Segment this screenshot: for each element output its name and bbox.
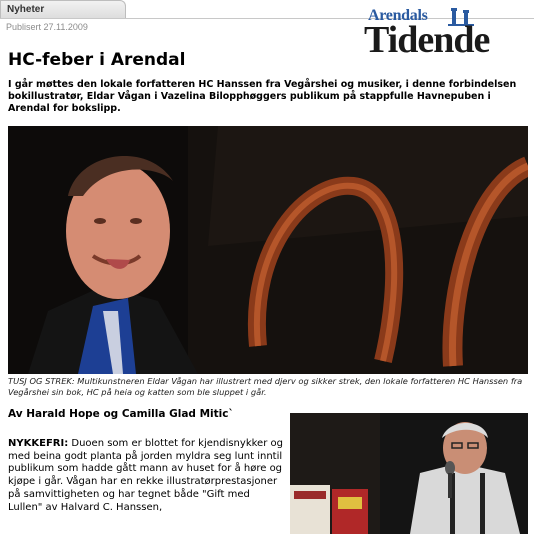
- published-date: Publisert 27.11.2009: [6, 22, 88, 32]
- side-photo-illustration: [290, 413, 528, 534]
- article-lead: I går møttes den lokale forfatteren HC Hanssen fra Vegårshei og musiker, i denne forbindelsen bokillustratør, Eldar Vågan i Vazelina Bilopphøggers publikum på stappfulle Havnepuben i Arendal for bokslipp.: [8, 79, 517, 114]
- article-body: [8, 438, 284, 514]
- newspaper-logo[interactable]: [364, 6, 534, 62]
- body-kicker: NYKKEFRI:: [8, 438, 69, 449]
- logo-top-text: Arendals: [368, 7, 428, 24]
- photo-caption: TUSJ OG STREK: Multikunstneren Eldar Vågan har illustrert med djerv og sikker strek, den lokale forfatteren HC Hanssen fra Vegårshei sin bok, HC på heia og katten som ble sluppet i går.: [8, 376, 523, 397]
- tab-label: Nyheter: [7, 4, 45, 15]
- main-photo-illustration: [8, 126, 528, 374]
- main-article-photo: [8, 126, 528, 374]
- body-text: Duoen som er blottet for kjendisnykker og med beina godt planta på jorden myldra seg lunt inntil publikum som hadde gått mann av huset for å høre og kjøpe i går. Vågan har en rekke illustratørprestasjoner på samvittigheten og har tegnet både "Gift med Lullen" av Halvard C. Hanssen,: [8, 438, 283, 513]
- article-byline: Av Harald Hope og Camilla Glad Mitic`: [8, 408, 234, 420]
- tab-nyheter[interactable]: [0, 0, 126, 19]
- logo-bottom-text: Tidende: [364, 19, 490, 61]
- article-headline: HC-feber i Arendal: [8, 50, 186, 70]
- side-article-photo: [290, 413, 528, 534]
